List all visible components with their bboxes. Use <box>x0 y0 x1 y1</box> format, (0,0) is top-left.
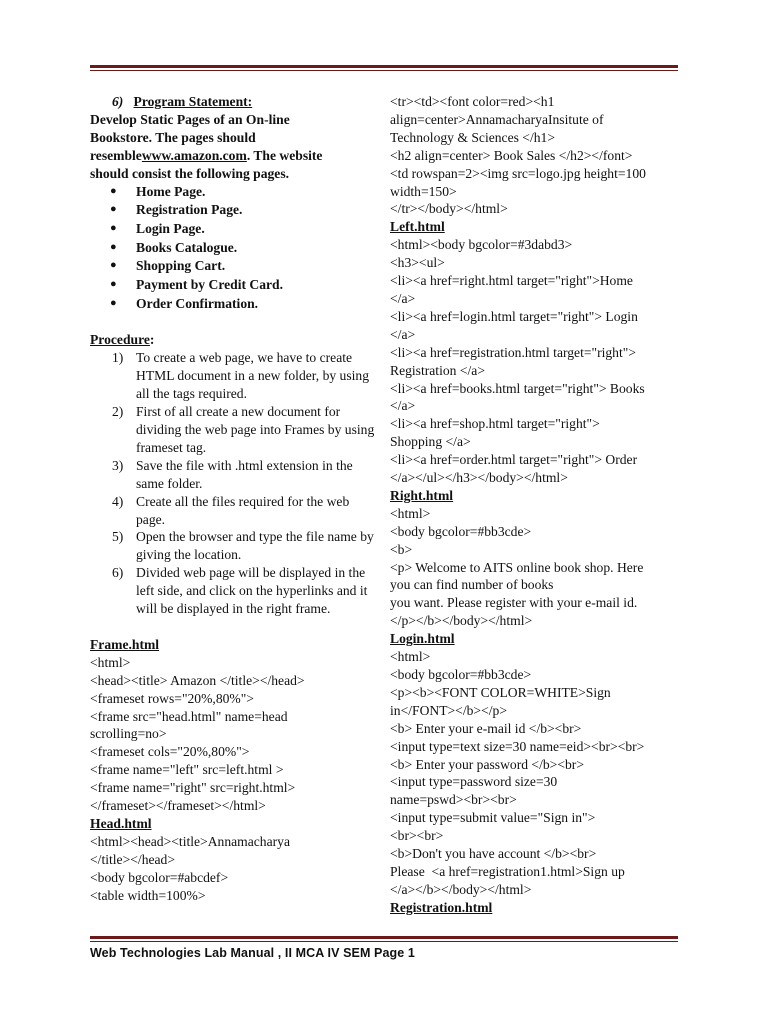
list-item: ● Login Page. <box>110 220 205 236</box>
right-html-code: <html> <body bgcolor=#bb3cde> <b> <p> Welcome to AITS online book shop. Here you can find number of books you want. Please register with your e-mail id. </p></b></body></html> <box>390 505 644 629</box>
frame-html-heading: Frame.html <box>90 636 160 652</box>
procedure-heading: Procedure: <box>90 332 155 348</box>
left-html-code: <html><body bgcolor=#3dabd3> <h3><ul> <li><a href=right.html target="right">Home </a> <li><a href=login.html target="right"> Login </a> <li><a href=registration.html target="right"> Registration </a> <li><a href=books.html target="right"> Books </a> <li><a href=shop.html target="right"> Shopping </a> <li><a href=order.html target="right"> Order </a></ul></h3></body></html> <box>390 237 645 486</box>
right-column <box>390 93 680 917</box>
left-html-heading: Left.html <box>390 219 445 235</box>
list-item: 2) First of all create a new document for dividing the web page into Frames by using frameset tag. <box>112 404 375 455</box>
bullet-icon: ● <box>110 221 117 234</box>
left-column <box>90 93 380 905</box>
list-item: 5) Open the browser and type the file name by giving the location. <box>112 529 374 563</box>
head-html-code: <html><head><title>Annamacharya </title></head> <body bgcolor=#abcdef> <table width=100%> <box>90 833 290 903</box>
bullet-icon: ● <box>110 259 117 272</box>
registration-html-heading: Registration.html <box>390 899 493 915</box>
head-html-heading: Head.html <box>90 816 152 832</box>
list-item: ● Shopping Cart. <box>110 258 226 274</box>
list-item: ● Order Confirmation. <box>110 295 259 311</box>
bullet-icon: ● <box>110 184 117 197</box>
list-item: ● Books Catalogue. <box>110 239 238 255</box>
right-html-heading: Right.html <box>390 487 454 503</box>
list-item: 3) Save the file with .html extension in the same folder. <box>112 457 353 491</box>
amazon-link[interactable]: www.amazon.com <box>141 147 247 163</box>
head-html-code-continued: <tr><td><font color=red><h1 align=center>AnnamacharyaInsitute of Technology & Sciences </h1> <h2 align=center> Book Sales </h2></font> <td rowspan=2><img src=logo.jpg height=100 width=150> </tr></body></html> <box>390 94 646 217</box>
program-statement-line: Bookstore. The pages should <box>90 129 256 145</box>
bullet-icon: ● <box>110 278 117 291</box>
top-rule <box>90 65 678 71</box>
program-statement-line: should consist the following pages. <box>90 165 290 181</box>
list-item: ● Home Page. <box>110 183 206 199</box>
program-statement-line: resemblewww.amazon.com. The website <box>90 147 323 163</box>
list-item: ● Registration Page. <box>110 202 243 218</box>
bullet-icon: ● <box>110 296 117 309</box>
login-html-heading: Login.html <box>390 631 455 647</box>
program-statement-title: Program Statement: <box>133 94 253 109</box>
procedure-steps <box>90 349 380 618</box>
login-html-code: <html> <body bgcolor=#bb3cde> <p><b><FONT COLOR=WHITE>Sign in</FONT></b></p> <b> Enter your e-mail id </b><br> <input type=text size=30 name=eid><br><br> <b> Enter your password </b><br> <input type=password size=30 name=pswd><br><br> <input type=submit value="Sign in"> <br><br> <b>Don't you have account </b><br> Please <a href=registration1.html>Sign up </a></b></body></html> <box>390 649 645 897</box>
list-item: 1) To create a web page, we have to create HTML document in a new folder, by using all the tags required. <box>112 350 370 402</box>
program-statement-heading: 6) Program Statement: <box>112 94 253 109</box>
bottom-rule <box>90 936 678 942</box>
program-statement-line: Develop Static Pages of an On-line <box>90 111 290 127</box>
list-item: 4) Create all the files required for the web page. <box>112 493 350 527</box>
list-item: ● Payment by Credit Card. <box>110 277 284 293</box>
bullet-icon: ● <box>110 203 117 216</box>
frame-html-code: <html> <head><title> Amazon </title></head> <frameset rows="20%,80%"> <frame src="head.html" name=head scrolling=no> <frameset cols="20%,80%"> <frame name="left" src=left.html > <frame name="right" src=right.html> </frameset></frameset></html> <box>90 654 305 814</box>
bullet-icon: ● <box>110 240 117 253</box>
list-item: 6) Divided web page will be displayed in the left side, and click on the hyperlinks and it will be displayed in the right frame. <box>112 565 368 617</box>
pages-list <box>90 183 380 313</box>
page-footer: Web Technologies Lab Manual , II MCA IV SEM Page 1 <box>90 946 415 960</box>
